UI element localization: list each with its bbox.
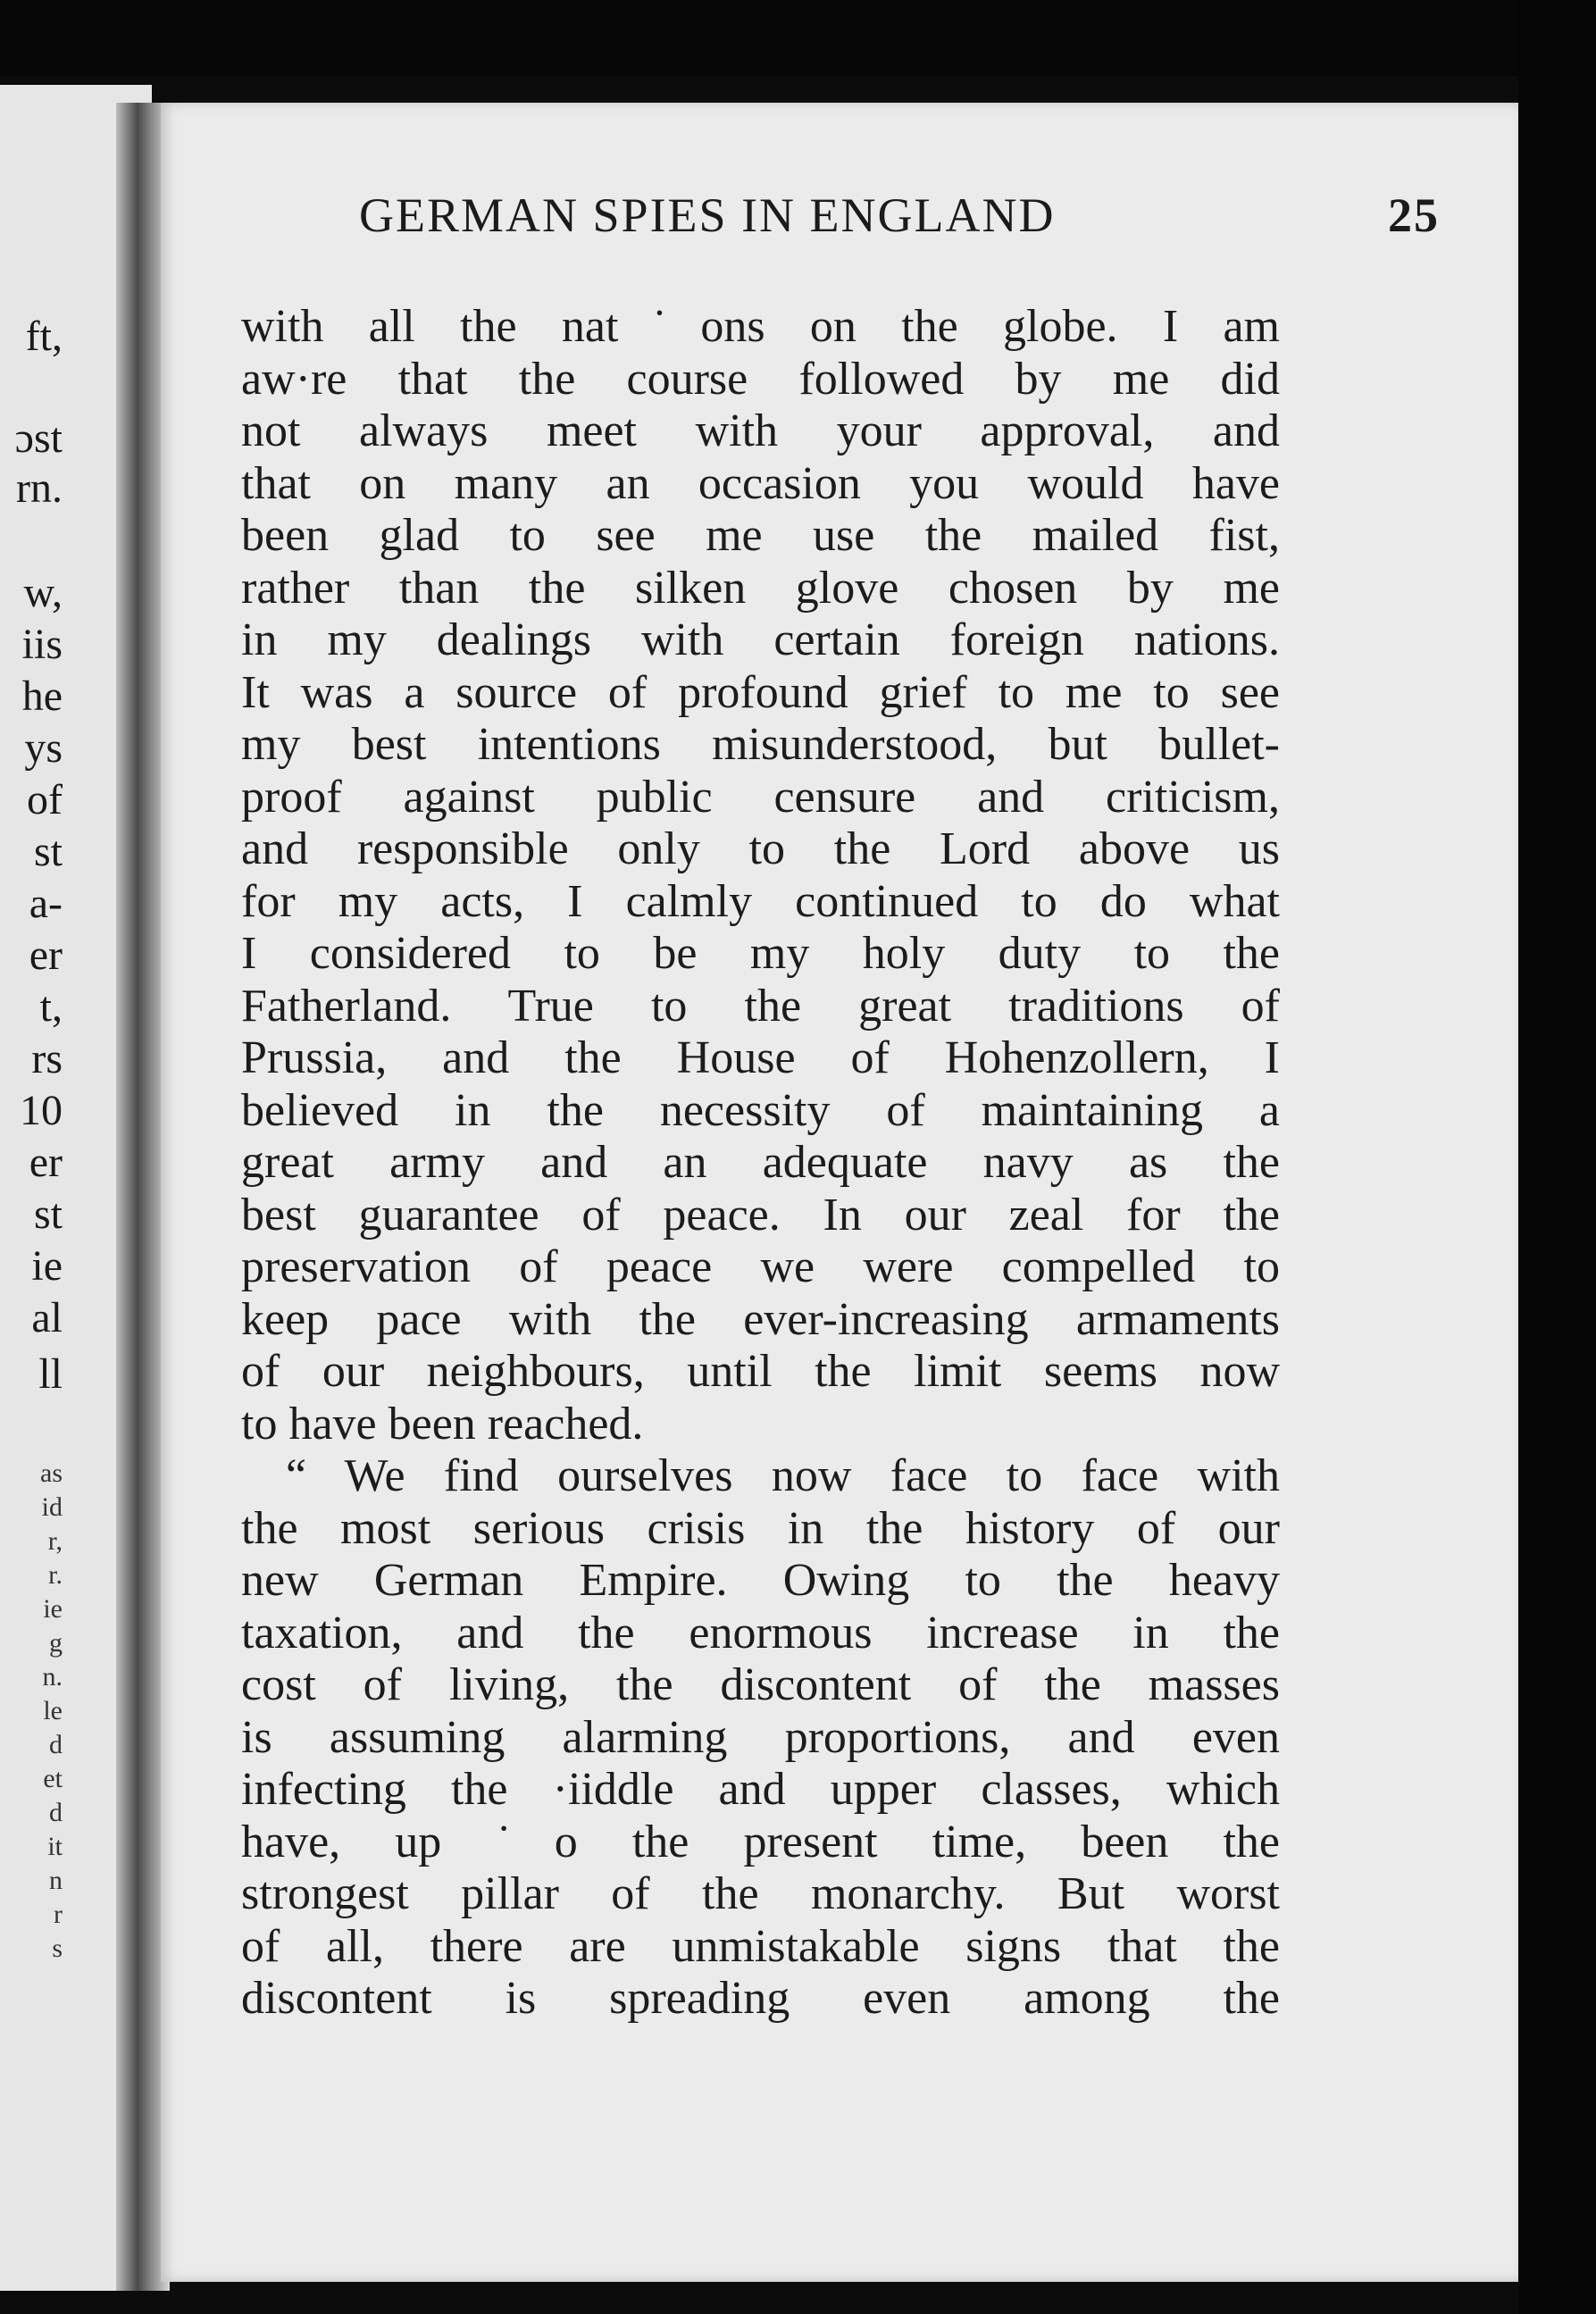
left-fragment: ie [43, 1594, 63, 1624]
left-fragment: s [52, 1934, 63, 1963]
text-line: in my dealings with certain foreign nations. [241, 614, 1280, 665]
left-fragment: r. [48, 1560, 63, 1590]
text-line: discontent is spreading even among the [241, 1973, 1280, 2024]
left-fragment: a- [29, 880, 63, 927]
text-line: have, up ˙o the present time, been the [241, 1816, 1280, 1867]
left-fragment: rn. [16, 464, 63, 512]
page-number: 25 [1388, 188, 1440, 242]
text-line: It was a source of profound grief to me to see [241, 666, 1280, 718]
left-fragment: r, [47, 1526, 63, 1556]
left-fragment: 10 [20, 1087, 63, 1134]
text-line: that on many an occasion you would have [241, 457, 1280, 509]
text-line: proof against public censure and criticism, [241, 771, 1280, 823]
text-line: “ We find ourselves now face to face with [286, 1450, 1280, 1501]
text-line: for my acts, I calmly continued to do what [241, 875, 1280, 927]
scan-right-border [1518, 0, 1596, 2314]
left-fragment: et [43, 1764, 63, 1793]
text-line: best guarantee of peace. In our zeal for the [241, 1189, 1280, 1241]
text-line: of all, there are unmistakable signs that the [241, 1920, 1280, 1972]
left-fragment: iis [21, 621, 63, 668]
scan-top-border [0, 0, 1596, 76]
left-fragment: al [31, 1294, 63, 1341]
text-line: been glad to see me use the mailed fist, [241, 510, 1280, 561]
text-line: new German Empire. Owing to the heavy [241, 1555, 1280, 1606]
text-line: strongest pillar of the monarchy. But worst [241, 1868, 1280, 1919]
text-line: preservation of peace we were compelled to [241, 1241, 1280, 1292]
running-head [359, 188, 1440, 241]
text-line: infecting the ·iiddle and upper classes, which [241, 1764, 1280, 1815]
left-fragment: ll [38, 1350, 63, 1398]
left-fragment: t, [39, 983, 63, 1031]
left-fragment: d [49, 1798, 63, 1827]
left-fragment: er [29, 931, 63, 979]
left-fragment: d [49, 1730, 63, 1759]
text-line: taxation, and the enormous increase in the [241, 1607, 1280, 1658]
text-line: with all the nat˙ons on the globe. I am [241, 301, 1280, 352]
text-line: aw·re that the course followed by me did [241, 353, 1280, 405]
left-fragment: n. [42, 1662, 63, 1692]
text-line: Prussia, and the House of Hohenzollern, I [241, 1032, 1280, 1083]
text-line: cost of living, the discontent of the masses [241, 1659, 1280, 1710]
text-line: and responsible only to the Lord above us [241, 823, 1280, 874]
left-fragment: st [33, 1190, 63, 1238]
text-line: believed in the necessity of maintaining a [241, 1084, 1280, 1136]
left-fragment: ft, [25, 313, 63, 360]
left-fragment: st [33, 828, 63, 875]
left-fragment: as [40, 1458, 63, 1488]
text-line: to have been reached. [241, 1398, 644, 1449]
text-line: my best intentions misunderstood, but bullet- [241, 719, 1280, 770]
left-fragment: n [49, 1866, 63, 1895]
body-text [241, 301, 1280, 2026]
left-fragment: le [43, 1696, 63, 1725]
book-page [161, 103, 1518, 2282]
text-line: not always meet with your approval, and [241, 405, 1280, 456]
left-fragment: rs [31, 1035, 63, 1082]
text-line: Fatherland. True to the great traditions of [241, 980, 1280, 1032]
text-line: the most serious crisis in the history of our [241, 1502, 1280, 1554]
left-fragment: g [49, 1628, 63, 1658]
text-line: rather than the silken glove chosen by me [241, 562, 1280, 614]
text-line: keep pace with the ever-increasing armaments [241, 1293, 1280, 1345]
left-fragment: he [21, 672, 63, 720]
text-line: great army and an adequate navy as the [241, 1137, 1280, 1188]
left-fragment: of [27, 776, 63, 823]
left-fragment: id [41, 1492, 63, 1522]
running-head-title: GERMAN SPIES IN ENGLAND [359, 188, 1056, 242]
text-line: I considered to be my holy duty to the [241, 928, 1280, 979]
left-fragment: ie [31, 1242, 63, 1290]
text-line: of our neighbours, until the limit seems now [241, 1346, 1280, 1397]
left-fragment: it [47, 1832, 63, 1861]
left-fragment: w, [23, 569, 63, 616]
left-fragment: ys [24, 724, 63, 772]
left-fragment: r [54, 1900, 63, 1929]
left-fragment: er [29, 1139, 63, 1186]
left-fragment: ɔst [14, 414, 63, 462]
text-line: is assuming alarming proportions, and even [241, 1711, 1280, 1763]
